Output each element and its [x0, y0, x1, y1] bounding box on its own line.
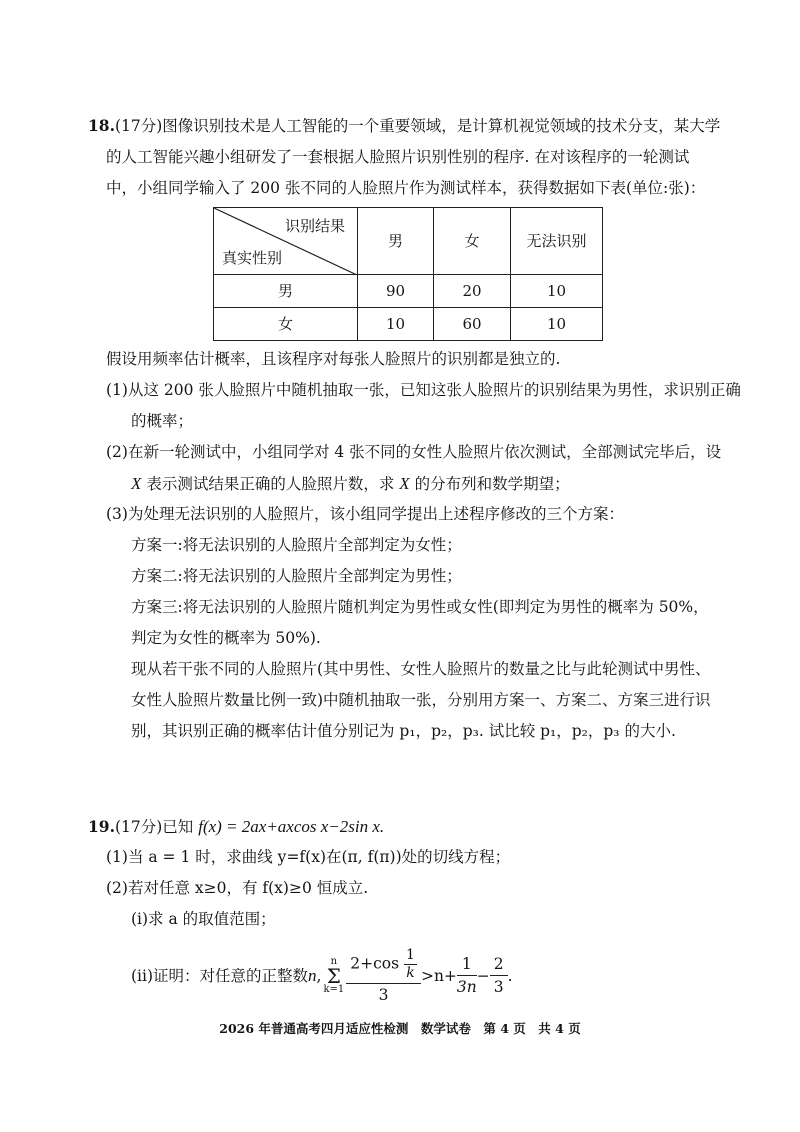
row-label-female: 女 [214, 308, 358, 341]
q18-plan2: 方案二:将无法识别的人脸照片全部判定为男性； [131, 567, 462, 585]
diag-label-result: 识别结果 [284, 217, 345, 235]
q19-part1: (1)当 a = 1 时，求曲线 y=f(x)在(π, f(π))处的切线方程； [106, 848, 511, 866]
q18-plan1: 方案一:将无法识别的人脸照片全部判定为女性； [131, 536, 462, 554]
q19-part2-ii: (ii)证明：对任意的正整数 n , n Σ k=1 2+cos $\frac{1}{k}$ 3 >n+ $\frac{1}{3n}$ − $\frac{2}{3}$ . [131, 947, 513, 1004]
q18-part1-line1: (1)从这 200 张人脸照片中随机抽取一张，已知这张人脸照片的识别结果为男性，求识别正确 [106, 381, 741, 399]
table-header-row [214, 208, 603, 275]
table-cell: 20 [434, 275, 511, 308]
table-row [214, 308, 603, 341]
q18-part3: (3)为处理无法识别的人脸照片，该小组同学提出上述程序修改的三个方案： [106, 505, 624, 523]
q18-plan3-line2: 判定为女性的概率为 50%). [131, 629, 321, 647]
q18-part2-line2: X 表示测试结果正确的人脸照片数，求 X 的分布列和数学期望； [131, 474, 570, 493]
q19-number: 19. [88, 817, 115, 836]
table-cell: 10 [358, 308, 434, 341]
q18-line1: 18.(17分)图像识别技术是人工智能的一个重要领域，是计算机视觉领域的技术分支，某大学 [88, 116, 721, 135]
col-header-unrecognized: 无法识别 [511, 208, 603, 275]
q18-now-line3: 别，其识别正确的概率估计值分别记为 p₁，p₂，p₃. 试比较 p₁，p₂，p₃ 的大小. [131, 722, 676, 740]
q18-number: 18. [88, 116, 115, 135]
table-cell: 60 [434, 308, 511, 341]
page-footer: 2026 年普通高考四月适应性检测 数学试卷 第 4 页 共 4 页 [219, 1021, 581, 1036]
q19-intro: 19.(17分)已知 f(x) = 2ax+axcos x−2sin x. [88, 817, 385, 836]
results-table [213, 207, 603, 341]
q18-now-line2: 女性人脸照片数量比例一致)中随机抽取一张，分别用方案一、方案二、方案三进行识 [131, 691, 711, 709]
table-row [214, 275, 603, 308]
q18-now-line1: 现从若干张不同的人脸照片(其中男性、女性人脸照片的数量之比与此轮测试中男性、 [131, 660, 711, 678]
q18-line2: 的人工智能兴趣小组研发了一套根据人脸照片识别性别的程序. 在对该程序的一轮测试 [106, 148, 690, 166]
table-cell: 10 [511, 275, 603, 308]
q18-line3: 中，小组同学输入了 200 张不同的人脸照片作为测试样本，获得数据如下表(单位:张)： [106, 179, 706, 197]
sum-term-fraction: 2+cos $\frac{1}{k}$ 3 [346, 947, 421, 1004]
rhs-fraction-2: $\frac{2}{3}$ [490, 955, 508, 996]
q18-assumption: 假设用频率估计概率，且该程序对每张人脸照片的识别都是独立的. [106, 350, 561, 368]
diagonal-header-cell [214, 208, 358, 275]
q18-part2-line1: (2)在新一轮测试中，小组同学对 4 张不同的女性人脸照片依次测试，全部测试完毕后，设 [106, 443, 722, 461]
table-cell: 10 [511, 308, 603, 341]
table-cell: 90 [358, 275, 434, 308]
rhs-fraction-1: $\frac{1}{3n}$ [456, 955, 477, 996]
q18-part1-line2: 的概率； [131, 412, 194, 430]
q19-part2-i: (i)求 a 的取值范围； [131, 910, 276, 928]
inner-fraction: $\frac{1}{k}$ [406, 947, 415, 982]
col-header-male: 男 [358, 208, 434, 275]
function-definition: f(x) = 2ax+axcos x−2sin x. [198, 817, 385, 836]
col-header-female: 女 [434, 208, 511, 275]
q19-part2: (2)若对任意 x≥0，有 f(x)≥0 恒成立. [106, 879, 369, 897]
diag-label-true-gender: 真实性别 [222, 249, 283, 267]
summation-symbol: n Σ k=1 [323, 956, 345, 995]
q18-plan3-line1: 方案三:将无法识别的人脸照片随机判定为男性或女性(即判定为男性的概率为 50%， [131, 598, 709, 616]
row-label-male: 男 [214, 275, 358, 308]
